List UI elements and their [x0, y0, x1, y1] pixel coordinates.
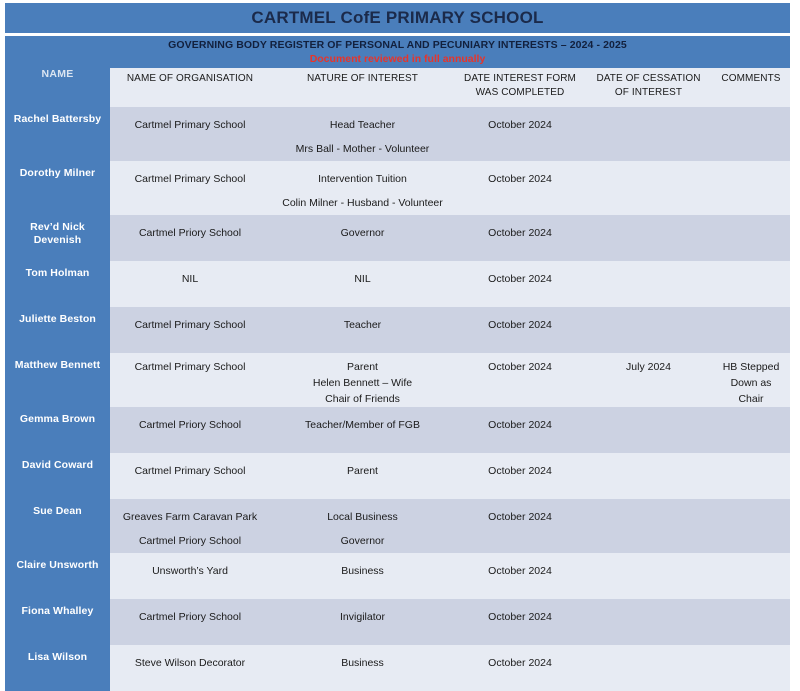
cell-text-line: October 2024	[488, 511, 552, 523]
cell-organisation	[110, 161, 270, 215]
cell-name	[5, 645, 110, 691]
cell-name	[5, 107, 110, 161]
governor-name: Rev’d Nick Devenish	[30, 221, 85, 246]
table-row	[5, 599, 790, 645]
cell-text-line: Cartmel Priory School	[138, 227, 242, 239]
cell-empty	[712, 413, 790, 437]
register-table	[5, 68, 790, 691]
column-header-date-of-cessation	[585, 68, 712, 107]
page-title: CARTMEL CofE PRIMARY SCHOOL	[251, 8, 544, 27]
cell-date-interest-form	[455, 107, 585, 161]
governor-name: Lisa Wilson	[27, 651, 88, 663]
cell-text-line: October 2024	[488, 119, 552, 131]
cell-empty	[712, 459, 790, 483]
cell-organisation	[110, 453, 270, 499]
cell-date-of-cessation	[585, 215, 712, 261]
cell-text-line: October 2024	[488, 361, 552, 373]
cell-text-line: Cartmel Primary School	[134, 173, 246, 185]
cell-empty	[712, 313, 790, 337]
cell-organisation	[110, 499, 270, 553]
cell-date-interest-form	[455, 499, 585, 553]
cell-comments	[712, 553, 790, 599]
cell-date-of-cessation	[585, 161, 712, 215]
cell-text-line: Cartmel Priory School	[138, 535, 242, 547]
cell-date-interest-form	[455, 453, 585, 499]
table-header	[5, 68, 790, 107]
cell-nature-of-interest	[270, 499, 455, 553]
cell-empty	[712, 113, 790, 137]
cell-text-line: Down as	[730, 377, 772, 389]
cell-comments	[712, 599, 790, 645]
cell-text-line: October 2024	[488, 319, 552, 331]
governor-name: Juliette Beston	[19, 313, 96, 325]
cell-nature-of-interest	[270, 107, 455, 161]
cell-text-line: Cartmel Priory School	[138, 419, 242, 431]
cell-name	[5, 499, 110, 553]
cell-comments	[712, 353, 790, 407]
cell-text-line: October 2024	[488, 465, 552, 477]
cell-nature-of-interest	[270, 645, 455, 691]
cell-date-of-cessation	[585, 107, 712, 161]
cell-text-line: Governor	[340, 227, 385, 239]
cell-date-interest-form	[455, 407, 585, 453]
cell-comments	[712, 307, 790, 353]
cell-empty	[585, 221, 712, 245]
cell-name	[5, 215, 110, 261]
cell-text-line: Chair of Friends	[325, 393, 400, 405]
cell-empty	[585, 651, 712, 675]
cell-organisation	[110, 599, 270, 645]
table-header-row	[5, 68, 790, 107]
cell-organisation	[110, 353, 270, 407]
cell-text-line: Cartmel Primary School	[134, 119, 246, 131]
governor-name: Sue Dean	[33, 505, 82, 517]
cell-text-line: Steve Wilson Decorator	[134, 657, 246, 669]
cell-organisation	[110, 215, 270, 261]
cell-date-of-cessation	[585, 599, 712, 645]
cell-empty	[585, 313, 712, 337]
cell-name	[5, 599, 110, 645]
cell-comments	[712, 261, 790, 307]
table-row	[5, 407, 790, 453]
cell-organisation	[110, 107, 270, 161]
cell-text-line: Parent	[347, 465, 378, 477]
governor-name: David Coward	[21, 459, 94, 471]
document-subtitle-bar	[5, 36, 790, 68]
cell-empty	[712, 167, 790, 191]
cell-text-line: NIL	[354, 273, 371, 285]
table-row	[5, 553, 790, 599]
column-header-line: WAS COMPLETED	[475, 87, 565, 98]
cell-date-of-cessation	[585, 499, 712, 553]
cell-nature-of-interest	[270, 161, 455, 215]
cell-comments	[712, 407, 790, 453]
cell-text-line: HB Stepped	[722, 361, 780, 373]
table-body	[5, 107, 790, 691]
cell-date-of-cessation	[585, 453, 712, 499]
cell-nature-of-interest	[270, 553, 455, 599]
cell-empty	[585, 459, 712, 483]
cell-text-line: Unsworth’s Yard	[152, 565, 228, 577]
governor-name: Claire Unsworth	[16, 559, 99, 571]
cell-organisation	[110, 407, 270, 453]
column-header-name: NAME	[5, 68, 110, 107]
cell-empty	[712, 559, 790, 583]
cell-comments	[712, 107, 790, 161]
cell-date-of-cessation	[585, 407, 712, 453]
cell-date-of-cessation	[585, 307, 712, 353]
table-row	[5, 499, 790, 553]
cell-empty	[712, 651, 790, 675]
table-row	[5, 645, 790, 691]
cell-date-of-cessation	[585, 353, 712, 407]
cell-organisation	[110, 645, 270, 691]
cell-empty	[585, 559, 712, 583]
cell-empty	[712, 267, 790, 291]
cell-date-interest-form	[455, 215, 585, 261]
cell-text-line: Local Business	[327, 511, 398, 523]
column-header-line: DATE INTEREST FORM	[464, 73, 576, 84]
cell-text-line: Cartmel Priory School	[138, 611, 242, 623]
cell-name	[5, 553, 110, 599]
table-row	[5, 261, 790, 307]
cell-name	[5, 307, 110, 353]
document-subtitle: GOVERNING BODY REGISTER OF PERSONAL AND PECUNIARY INTERESTS – 2024 - 2025	[168, 39, 627, 51]
column-header-line: OF INTEREST	[614, 87, 683, 98]
cell-date-interest-form	[455, 161, 585, 215]
cell-empty	[712, 605, 790, 629]
cell-comments	[712, 453, 790, 499]
cell-nature-of-interest	[270, 261, 455, 307]
cell-date-interest-form	[455, 553, 585, 599]
cell-date-of-cessation	[585, 645, 712, 691]
cell-name	[5, 261, 110, 307]
cell-organisation	[110, 553, 270, 599]
governor-name: Fiona Whalley	[21, 605, 94, 617]
cell-name	[5, 353, 110, 407]
cell-empty	[585, 505, 712, 529]
cell-nature-of-interest	[270, 407, 455, 453]
table-row	[5, 353, 790, 407]
cell-text-line: Mrs Ball - Mother - Volunteer	[295, 143, 430, 155]
cell-nature-of-interest	[270, 599, 455, 645]
cell-text-line: Cartmel Primary School	[134, 361, 246, 373]
cell-empty	[712, 505, 790, 529]
cell-nature-of-interest	[270, 353, 455, 407]
cell-comments	[712, 161, 790, 215]
cell-comments	[712, 645, 790, 691]
cell-nature-of-interest	[270, 215, 455, 261]
cell-date-of-cessation	[585, 553, 712, 599]
cell-text-line: October 2024	[488, 657, 552, 669]
cell-date-interest-form	[455, 599, 585, 645]
cell-date-interest-form	[455, 261, 585, 307]
cell-organisation	[110, 261, 270, 307]
cell-name	[5, 407, 110, 453]
cell-text-line: October 2024	[488, 273, 552, 285]
cell-text-line: Cartmel Primary School	[134, 465, 246, 477]
cell-date-of-cessation	[585, 261, 712, 307]
school-title-bar	[5, 3, 790, 33]
cell-empty	[585, 605, 712, 629]
governor-name: Tom Holman	[25, 267, 90, 279]
column-header-nature-of-interest: NATURE OF INTEREST	[270, 68, 455, 107]
cell-empty	[585, 113, 712, 137]
cell-text-line: July 2024	[626, 361, 671, 373]
cell-empty	[585, 167, 712, 191]
table-row	[5, 107, 790, 161]
column-header-organisation: NAME OF ORGANISATION	[110, 68, 270, 107]
cell-name	[5, 161, 110, 215]
governor-name: Gemma Brown	[19, 413, 96, 425]
cell-text-line: Invigilator	[340, 611, 385, 623]
governor-name: Matthew Bennett	[14, 359, 101, 371]
cell-text-line: Helen Bennett – Wife	[312, 377, 413, 389]
governor-name: Rachel Battersby	[13, 113, 102, 125]
table-row	[5, 215, 790, 261]
cell-text-line: Intervention Tuition	[318, 173, 407, 185]
cell-text-line: October 2024	[488, 173, 552, 185]
cell-empty	[585, 413, 712, 437]
column-header-comments: COMMENTS	[712, 68, 790, 107]
cell-date-interest-form	[455, 645, 585, 691]
cell-nature-of-interest	[270, 307, 455, 353]
cell-text-line: Business	[341, 657, 384, 669]
column-header-line: DATE OF CESSATION	[596, 73, 701, 84]
cell-name	[5, 453, 110, 499]
cell-text-line: Greaves Farm Caravan Park	[122, 511, 258, 523]
governor-name: Dorothy Milner	[19, 167, 96, 179]
cell-text-line: NIL	[181, 273, 199, 285]
cell-empty	[585, 267, 712, 291]
cell-date-interest-form	[455, 353, 585, 407]
cell-text-line: Cartmel Primary School	[134, 319, 246, 331]
cell-comments	[712, 499, 790, 553]
cell-comments	[712, 215, 790, 261]
cell-text-line: Chair	[738, 393, 764, 405]
cell-text-line: October 2024	[488, 227, 552, 239]
cell-text-line: October 2024	[488, 611, 552, 623]
table-row	[5, 307, 790, 353]
cell-empty	[712, 221, 790, 245]
cell-date-interest-form	[455, 307, 585, 353]
cell-organisation	[110, 307, 270, 353]
table-row	[5, 453, 790, 499]
cell-text-line: Teacher	[343, 319, 382, 331]
column-header-date-interest-form	[455, 68, 585, 107]
cell-text-line: Head Teacher	[329, 119, 396, 131]
cell-nature-of-interest	[270, 453, 455, 499]
cell-text-line: Teacher/Member of FGB	[305, 419, 420, 431]
cell-text-line: October 2024	[488, 565, 552, 577]
cell-text-line: Colin Milner - Husband - Volunteer	[282, 197, 443, 209]
review-note: Document reviewed in full annually	[309, 53, 486, 65]
cell-text-line: October 2024	[488, 419, 552, 431]
cell-text-line: Parent	[347, 361, 378, 373]
cell-text-line: Business	[341, 565, 384, 577]
table-row	[5, 161, 790, 215]
cell-text-line: Governor	[340, 535, 385, 547]
